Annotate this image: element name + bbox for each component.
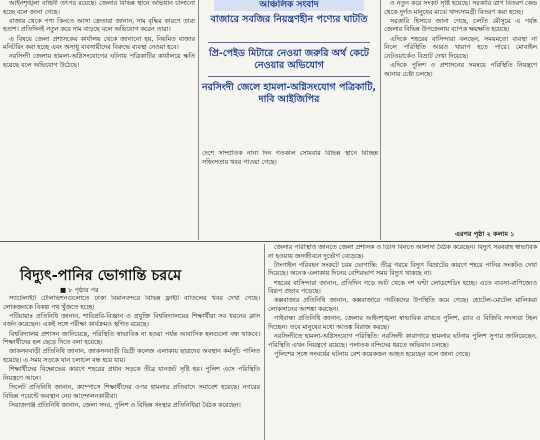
paragraph: বিশ্ববিদ্যালয় প্রশাসন জানিয়েছে, পরিস্থিতি স্বাভাবিক না হওয়া পর্যন্ত আবাসিক হলগুলো বন্ধ থাকবে। শিক্ষার্থীদের হল ছেড়ে দিতে বলা হয়েছে। bbox=[3, 330, 260, 347]
article-column-2 bbox=[268, 244, 537, 440]
paragraph: জেলার পরিস্থিতি জানতে জেলা প্রশাসক ও ডিসি বিনতে আলাদা বৈঠক করেছেন। বিদ্যুৎ সরবরাহ স্বাভাবিক না হওয়ায় জনজীবনে দুর্ভোগ বেড়েছে। bbox=[268, 244, 537, 260]
headline-divider bbox=[208, 76, 370, 77]
paragraph: কক্সবাজার প্রতিনিধি জানান, কক্সবাজারে পর্যটকদের উপস্থিতি কমে গেছে। হোটেল-মোটেল মালিকরা লোকসানের আশঙ্কা করছেন। bbox=[268, 297, 537, 313]
headline-divider bbox=[208, 42, 370, 43]
paragraph: গাইবান্ধা প্রতিনিধি জানান, জেলার আইনশৃঙ্খলা স্বাভাবিক রাখতে পুলিশ, র‍্যাব ও বিজিবি সদস্যরা টহল দিচ্ছেন। তবে মানুষের মধ্যে আতঙ্ক বিরাজ করছে। bbox=[268, 315, 537, 331]
paragraph: ও নতুন করে সংকট সৃষ্টি হয়েছে। সরকারি ত্রাণ বিতরণ কেন্দ্র থেকে দুর্গত মানুষের মাঝে খাদ্যসামগ্রী বিতরণ করা হচ্ছে। bbox=[384, 0, 537, 16]
paragraph: পটিয়ায়াঃ প্রতিনিধি জানান, শাবিপ্রবি-বিজ্ঞান ও প্রযুক্তি বিশ্ববিদ্যালয়ের শিক্ষার্থীরা সব ধরনের ক্লাস বর্জন করেছেন। একই সঙ্গে পরীক্ষা কার্যক্রমও স্থগিত রয়েছে। bbox=[3, 312, 260, 329]
paragraph: নরসিংদীতে হামলা-অগ্নিসংযোগ পরিস্থিতি: নরসিংদী কারাগারে হামলার ঘটনায় পুলিশ সুপার জানিয়েছেন, পরিস্থিতি এখন নিয়ন্ত্রণে রয়েছে। পলাতক বন্দিদের ধরতে অভিযান চলছে। bbox=[268, 332, 537, 349]
headline-2: প্রি-পেইড মিটারে নেওয়া জরুরি অর্থ কেটে নেওয়ার অভিযোগ bbox=[209, 48, 369, 71]
top-right-column bbox=[384, 0, 537, 228]
article-headline: বিদ্যুৎ-পানির ভোগান্তি চরমে bbox=[20, 268, 182, 284]
column-divider bbox=[264, 244, 265, 440]
article-byline: ■ ৮ পৃষ্ঠার পর bbox=[60, 286, 99, 294]
top-left-column bbox=[3, 0, 195, 240]
section-badge: আঞ্চলিক সংবাদ bbox=[214, 0, 364, 11]
paragraph: স্যাটেলাইট টেলিভিশনগুলোতে ঢাকা বিমানবন্দরে বিভিন্ন ফ্লাইট বাতিলের খবর দেখা গেছে। লোকজনকে বিকল্প পথ খুঁজতে হচ্ছে। bbox=[3, 295, 260, 311]
column-divider bbox=[198, 0, 199, 240]
column-divider bbox=[380, 0, 381, 240]
paragraph: জাকসনবাড়ী প্রতিনিধি জানান, জাকসনবাড়ী ডিগ্রী কলেজ এলাকায় ছাত্রদের অবস্থান কর্মসূচি পালিত হয়েছে। এ সময় সড়কে যান চলাচল বন্ধ হয়ে যায়। bbox=[3, 348, 260, 364]
headline-3: নরসিংদী জেলে হামলা-অগ্নিসংযোগ পত্রিকাটি, দাবি আইজিপির bbox=[202, 82, 376, 105]
paragraph: বাজার থেকে পণ্য কিনতে আসা ক্রেতারা জানান, দাম বৃদ্ধির কারণে তারা হতাশ। প্রতিদিনই নতুন করে দাম বাড়ছে বলে অভিযোগ করেন তারা। bbox=[3, 17, 195, 34]
article-column-1 bbox=[3, 295, 260, 440]
paragraph: সিরাজগঞ্জ প্রতিনিধি জানান, জেলা সদর, পুলিশ ও বিভিন্ন সংস্থার প্রতিনিধিরা বৈঠক করেছেন। bbox=[9, 401, 241, 409]
paragraph: এদিকে শহরের বাসিন্দারা বলছেন, সময়মতো ব্যবস্থা না নিলে পরিস্থিতি আরও খারাপ হতে পারে। মোবাইল নেটওয়ার্কেও বিভ্রাট দেখা দিয়েছে। bbox=[384, 35, 537, 60]
paragraph: পুলিশের সঙ্গে সংঘর্ষের ঘটনায় বেশ কয়েকজন আহত হয়েছেন বলে জানা গেছে। bbox=[274, 350, 471, 358]
paragraph: এদিকে পুলিশ ও প্রশাসনের সমন্বয়ে পরিস্থিতি নিয়ন্ত্রণে আনার চেষ্টা চলছে। bbox=[384, 61, 537, 78]
paragraph: সিলেট প্রতিনিধি জানান, ক্যাম্পাসে শিক্ষার্থীদের ওপর হামলার প্রতিবাদে সমাবেশ হয়েছে। নগরের বিভিন্ন পয়েন্টে অবস্থান নেয় আন্দোলনকারীরা। bbox=[3, 383, 260, 400]
section-divider bbox=[0, 241, 540, 242]
paragraph: শহরের বাসিন্দারা জানান, প্রতিদিন গড়ে আট থেকে দশ ঘণ্টা লোডশেডিং হচ্ছে। এতে ব্যবসা-বাণিজ্যেও বিরূপ প্রভাব পড়েছে। bbox=[268, 279, 537, 296]
paragraph: শিক্ষার্থীদের বিক্ষোভের কারণে শহরের প্রধান সড়কে তীব্র যানজট সৃষ্টি হয়। পুলিশ এসে পরিস্থিতি নিয়ন্ত্রণে আনে। bbox=[3, 366, 260, 382]
paragraph: টাংগাইল পরিবহন সংকটে চরম ভোগান্তি: তীব্র গরমে বিদ্যুৎ বিভ্রাটের কারণে শহরে পানির সংকটও দেখা দিয়েছে। অনেক এলাকায় দিনের বেশিরভাগ সময় বিদ্যুৎ থাকছে না। bbox=[268, 261, 537, 278]
paragraph: সরকারি হিসাবে জানা গেছে, চলতি মৌসুমে এ পর্যন্ত জেলার বিভিন্ন উপজেলায় ব্যাপক ক্ষয়ক্ষতি হয়েছে। bbox=[384, 17, 537, 34]
paragraph: আইনশৃঙ্খলা বাহিনী তৎপর রয়েছে। জেলার বিভিন্ন স্থানে অভিযান চালানো হচ্ছে বলে জানা গেছে। bbox=[3, 0, 195, 16]
paragraph: এ বিষয়ে জেলা প্রশাসকের কার্যালয় থেকে জানানো হয়, নিয়মিত বাজার মনিটরিং করা হচ্ছে এবং অসাধু ব্যবসায়ীদের বিরুদ্ধে ব্যবস্থা নেওয়া হবে। bbox=[3, 35, 195, 52]
continued-marker: এরপর পৃষ্ঠা ২ কলাম ১ bbox=[455, 230, 515, 238]
mid-footer-text bbox=[202, 150, 378, 240]
paragraph: নরসিংদী জেলায় হামলা-অগ্নিসংযোগের ঘটনায় পত্রিকাটির কার্যালয়ে ক্ষতি হয়েছে বলে অভিযোগ উঠেছে। bbox=[3, 53, 195, 69]
paragraph: দেশে সাম্প্রতিক নানা দিন গতকাল সোমবার বিভিন্ন স্থানে বিচ্ছিন্ন সহিংসতার খবর পাওয়া গেছে। bbox=[202, 150, 378, 166]
headline-1: বাজারে সবজির নিয়ন্ত্রণহীন পণ্যের ঘাটতি bbox=[210, 14, 368, 25]
